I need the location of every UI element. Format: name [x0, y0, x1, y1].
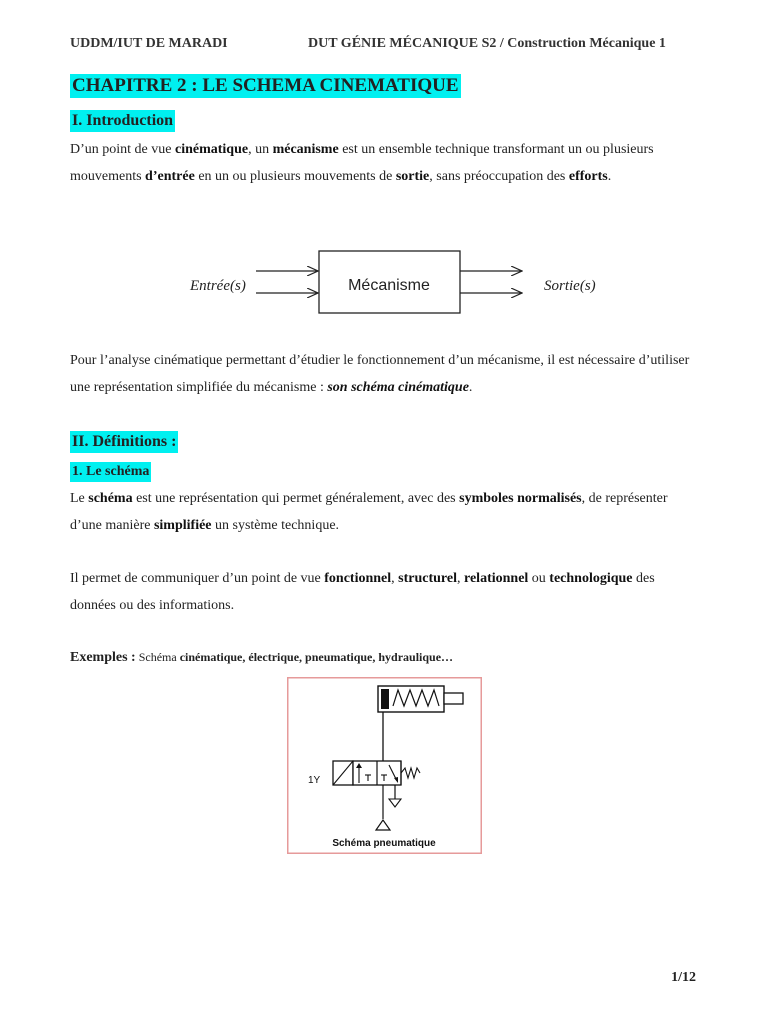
- analysis-paragraph: Pour l’analyse cinématique permettant d’étudier le fonctionnement d’un mécanisme, il est nécessaire d’utiliser une représentation simplifiée du mécanisme : son schéma cinématique.: [70, 353, 690, 395]
- header-left: UDDM/IUT DE MARADI: [70, 36, 228, 51]
- diagram-output-label: Sortie(s): [544, 278, 596, 294]
- mechanism-block-diagram: [180, 245, 620, 325]
- section-introduction-title: I. Introduction: [70, 110, 175, 132]
- schema-definition-paragraph: Le schéma est une représentation qui permet généralement, avec des symboles normalisés, de représenter d’une manière simplifiée un système technique.: [70, 491, 668, 533]
- pneumatic-schematic-figure: [287, 677, 482, 854]
- chapter-title: CHAPITRE 2 : LE SCHEMA CINEMATIQUE: [72, 75, 459, 96]
- valve-label: 1Y: [308, 775, 321, 786]
- examples-line: Exemples : Schéma cinématique, électrique, pneumatique, hydraulique…: [70, 650, 454, 665]
- diagram-box-label: Mécanisme: [348, 277, 430, 294]
- page-number: 1/12: [671, 970, 696, 985]
- section-definitions-title: II. Définitions :: [70, 431, 178, 453]
- intro-paragraph: D’un point de vue cinématique, un mécanisme est un ensemble technique transformant un ou plusieurs mouvements d’entrée en un ou plusieurs mouvements de sortie, sans préoccupation des efforts.: [70, 142, 654, 184]
- schema-purpose-paragraph: Il permet de communiquer d’un point de vue fonctionnel, structurel, relationnel ou technologique des données ou des informations.: [70, 571, 655, 613]
- header-right: DUT GÉNIE MÉCANIQUE S2 / Construction Mécanique 1: [308, 36, 666, 51]
- cylinder-piston: [381, 689, 389, 709]
- figure-caption: Schéma pneumatique: [332, 838, 436, 849]
- cylinder-rod: [444, 693, 463, 704]
- subsection-schema-title: 1. Le schéma: [70, 462, 151, 482]
- diagram-input-label: Entrée(s): [190, 278, 246, 294]
